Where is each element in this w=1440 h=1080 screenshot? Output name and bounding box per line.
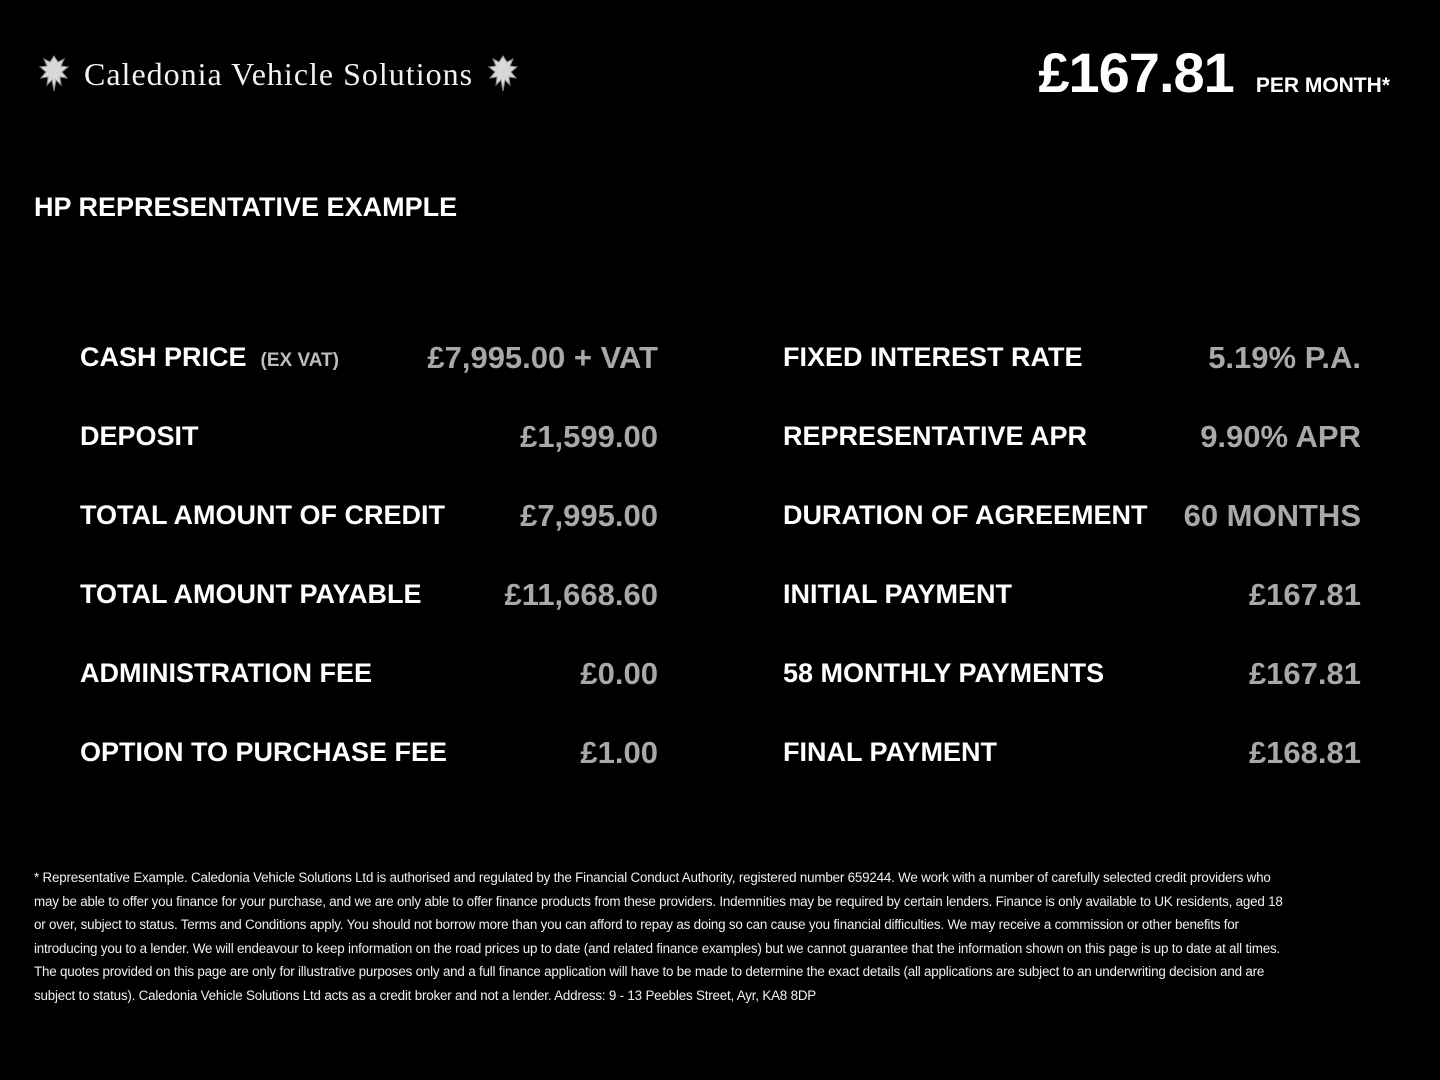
finance-value: £167.81 — [1248, 655, 1361, 691]
finance-row — [80, 318, 658, 397]
finance-row — [783, 713, 1361, 792]
finance-value: £0.00 — [580, 655, 658, 691]
finance-value: 9.90% APR — [1200, 418, 1361, 454]
finance-label: INITIAL PAYMENT — [783, 579, 1013, 609]
disclaimer-text: * Representative Example. Caledonia Vehicle Solutions Ltd is authorised and regulated by the Financial Conduct Authority, registered number 659244. We work with a number of carefully selected credit providers who may be able to offer you finance for your purchase, and we are only able to offer finance products from these providers. Indemnities may be required by certain lenders. Finance is only available to UK residents, aged 18 or over, subject to status. Terms and Conditions apply. You should not borrow more than you can afford to repay as doing so can cause you financial difficulties. We may receive a commission or other benefits for introducing you to a lender. We will endeavour to keep information on the road prices up to date (and related finance examples) but we cannot guarantee that the information shown on this page is up to date at all times. The quotes provided on this page are only for illustrative purposes only and a full finance application will have to be made to determine the exact details (all applications are subject to an underwriting decision and are subject to status). Caledonia Vehicle Solutions Ltd acts as a credit broker and not a lender. Address: 9 - 13 Peebles Street, Ayr, KA8 8DP — [34, 870, 1283, 1003]
finance-row — [783, 318, 1361, 397]
finance-row — [80, 555, 658, 634]
finance-value: £11,668.60 — [504, 576, 658, 612]
header — [0, 0, 1440, 150]
finance-column-right — [783, 318, 1361, 792]
finance-label: DEPOSIT — [80, 421, 199, 451]
rampant-lion-icon — [34, 53, 74, 95]
finance-value: £167.81 — [1248, 576, 1361, 612]
finance-row — [80, 713, 658, 792]
finance-label: DURATION OF AGREEMENT — [783, 500, 1148, 530]
finance-row — [783, 397, 1361, 476]
monthly-price — [1038, 40, 1390, 105]
finance-label: ADMINISTRATION FEE — [80, 658, 372, 688]
finance-value: £7,995.00 + VAT — [427, 339, 658, 375]
finance-label: OPTION TO PURCHASE FEE — [80, 737, 448, 767]
brand-name: Caledonia Vehicle Solutions — [84, 55, 474, 92]
monthly-price-amount: £167.81 — [1038, 41, 1234, 104]
finance-row — [80, 397, 658, 476]
finance-row — [783, 555, 1361, 634]
finance-row — [80, 476, 658, 555]
finance-label-note: (EX VAT) — [260, 350, 339, 371]
finance-label: FINAL PAYMENT — [783, 737, 998, 767]
finance-row — [80, 634, 658, 713]
finance-row — [783, 634, 1361, 713]
finance-label: CASH PRICE (EX VAT) — [80, 342, 339, 372]
monthly-price-suffix: PER MONTH* — [1255, 74, 1390, 97]
rampant-lion-icon — [483, 53, 523, 95]
finance-value: 5.19% P.A. — [1208, 339, 1361, 375]
finance-label: REPRESENTATIVE APR — [783, 421, 1088, 451]
finance-value: 60 MONTHS — [1183, 497, 1361, 533]
finance-label: TOTAL AMOUNT PAYABLE — [80, 579, 422, 609]
finance-value: £1,599.00 — [520, 418, 658, 454]
finance-label: TOTAL AMOUNT OF CREDIT — [80, 500, 445, 530]
section-title: HP REPRESENTATIVE EXAMPLE — [34, 192, 458, 222]
finance-label: FIXED INTEREST RATE — [783, 342, 1083, 372]
finance-value: £1.00 — [580, 734, 658, 770]
finance-label: 58 MONTHLY PAYMENTS — [783, 658, 1105, 688]
finance-row — [783, 476, 1361, 555]
finance-column-left — [80, 318, 658, 792]
finance-value: £168.81 — [1248, 734, 1361, 770]
finance-value: £7,995.00 — [520, 497, 658, 533]
brand-logo — [34, 50, 523, 98]
